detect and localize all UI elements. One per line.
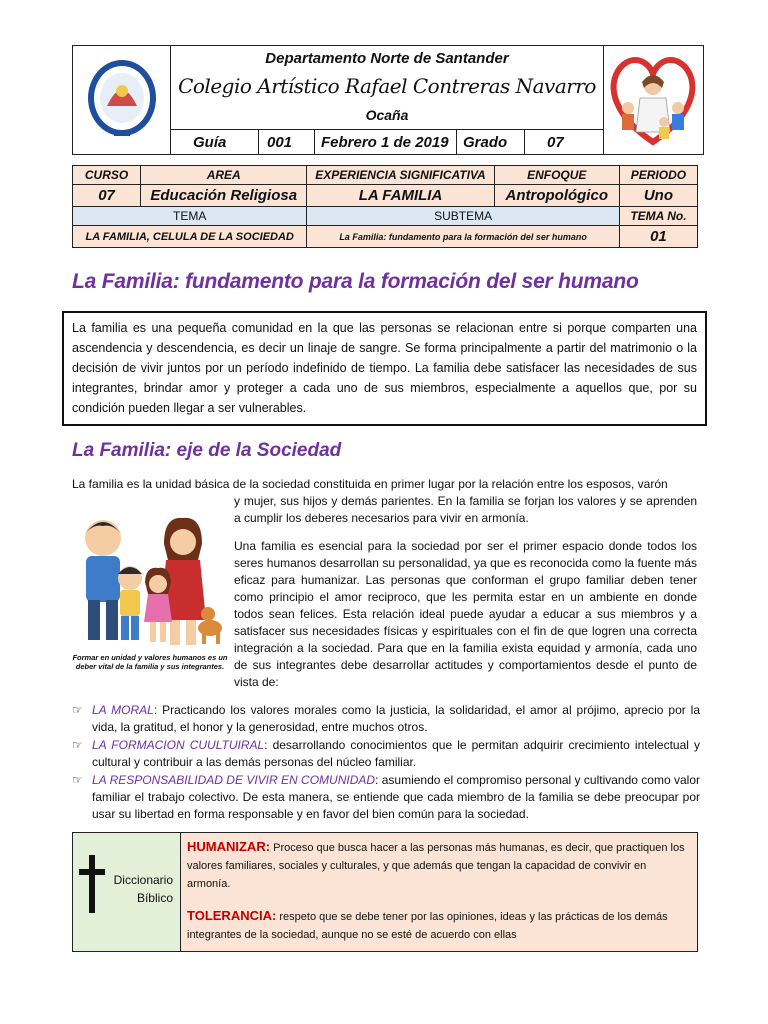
guide-date: Febrero 1 de 2019 bbox=[315, 130, 457, 154]
tema-no-value: 01 bbox=[619, 226, 697, 248]
value-experiencia: LA FAMILIA bbox=[307, 185, 494, 207]
grade-value: 07 bbox=[547, 133, 564, 151]
paragraph-essential: Una familia es esencial para la sociedad por ser el primer espacio donde todos los seres humanos desarrollan su personalidad, ya que es reconocida como la fuente más eficaz para humanizar. Las personas que conforman el grupo familiar deben tener como principio el amor reciproco, que les permita estar en un ambiente en donde todos sean felices. Esta relación ideal puede ayudar a educar a sus miembros y a satisfacer sus necesidades físicas y espirituales con el fin de que logren una correcta integración a la sociedad. Para que en la familia exista equidad y armonía, cada uno de sus integrantes debe desarrollar actitudes y comportamientos desde el punto de vista de: bbox=[234, 539, 697, 689]
bullet-label: LA RESPONSABILIDAD DE VIVIR EN COMUNIDAD bbox=[92, 773, 376, 787]
intro-box: La familia es una pequeña comunidad en la que las personas se relacionan entre si porque comparten una ascendencia y descendencia, es decir un linaje de sangre. Se forma principalmente a partir del matrimonio o la decisión de vivir juntos por un período indefinido de tiempo. La familia debe satisfacer las necesidades de sus integrantes, brindar amor y proteger a cada uno de sus miembros, especialmente a aquellos que, por su condición pueden llegar a ser vulnerables. bbox=[62, 311, 707, 426]
guide-number: 001 bbox=[259, 130, 315, 154]
dictionary-header bbox=[73, 833, 181, 951]
department-name: Departamento Norte de Santander bbox=[265, 50, 509, 67]
definition-tolerancia: respeto que se debe tener por las opiniones, ideas y las prácticas de los demás integrantes de la sociedad, aunque no se esté de acuerdo con ellas bbox=[187, 911, 668, 941]
bullet-text: : asumiendo el compromiso personal y cultivando como valor familiar el trabajo colectivo. De esta manera, se entiende que cada miembro de la familia se debe preocupar por usar su libertad en forma responsable y en favor del bien común para la sociedad. bbox=[92, 773, 701, 821]
subtema-label: SUBTEMA bbox=[307, 207, 619, 226]
bullet-label: LA FORMACION CUULTUIRAL bbox=[92, 738, 265, 752]
school-logo bbox=[73, 46, 171, 154]
list-item bbox=[72, 737, 700, 771]
values-list bbox=[72, 702, 700, 824]
header-area: AREA bbox=[141, 166, 307, 185]
jesus-children-image bbox=[604, 46, 703, 154]
dictionary-label: Diccionario bbox=[113, 873, 173, 887]
tema-value: LA FAMILIA, CELULA DE LA SOCIEDAD bbox=[73, 226, 307, 248]
grade-label: Grado bbox=[457, 130, 525, 154]
subtema-value: La Familia: fundamento para la formación del ser humano bbox=[307, 226, 619, 248]
value-curso: 07 bbox=[73, 185, 141, 207]
dictionary-entries bbox=[181, 833, 697, 951]
list-item bbox=[72, 702, 700, 736]
pointing-hand-icon: ☞ bbox=[72, 738, 83, 752]
paragraph-intro: La familia es la unidad básica de la sociedad constituida en primer lugar por la relación entre los esposos, varón bbox=[72, 477, 668, 491]
family-illustration bbox=[68, 510, 228, 655]
bullet-text: : desarrollando conocimientos que le permitan adquirir crecimiento intelectual y cultural y contribuir a las demás personas del núcleo familiar. bbox=[92, 738, 701, 769]
section-title: La Familia: eje de la Sociedad bbox=[72, 440, 342, 461]
value-periodo: Uno bbox=[619, 185, 697, 207]
value-area: Educación Religiosa bbox=[141, 185, 307, 207]
document-header bbox=[72, 45, 704, 155]
cross-icon bbox=[79, 855, 105, 913]
bible-dictionary bbox=[72, 832, 698, 952]
term-tolerancia: TOLERANCIA: bbox=[187, 908, 277, 923]
bullet-label: LA MORAL bbox=[92, 703, 154, 717]
bullet-text: : Practicando los valores morales como la justicia, la solidaridad, el amor al prójimo, aprecio por la vida, la gratitud, el honor y la generosidad, entre muchos otros. bbox=[92, 703, 700, 734]
guide-row bbox=[171, 129, 604, 154]
main-title: La Familia: fundamento para la formación del ser humano bbox=[72, 270, 639, 293]
header-enfoque: ENFOQUE bbox=[494, 166, 619, 185]
term-humanizar: HUMANIZAR: bbox=[187, 839, 271, 854]
paragraph-intro-continued: y mujer, sus hijos y demás parientes. En la familia se forjan los valores y se aprenden a cumplir los deberes necesarios para vivir en armonía. bbox=[234, 494, 697, 525]
image-caption: Formar en unidad y valores humanos es un deber vital de la familia y sus integrantes. bbox=[72, 653, 228, 671]
definition-humanizar: Proceso que busca hacer a las personas más humanas, es decir, que practiquen los valores familiares, sociales y culturales, y que además que tengan la capacidad de convivir en armonía. bbox=[187, 842, 685, 890]
list-item bbox=[72, 772, 700, 823]
city-name: Ocaña bbox=[365, 107, 409, 123]
dictionary-entry bbox=[187, 838, 691, 893]
value-enfoque: Antropológico bbox=[494, 185, 619, 207]
header-experiencia: EXPERIENCIA SIGNIFICATIVA bbox=[307, 166, 494, 185]
header-curso: CURSO bbox=[73, 166, 141, 185]
pointing-hand-icon: ☞ bbox=[72, 703, 83, 717]
guide-label: Guía bbox=[171, 130, 259, 154]
tema-label: TEMA bbox=[73, 207, 307, 226]
dictionary-entry bbox=[187, 907, 691, 944]
course-info-table bbox=[72, 165, 698, 248]
school-name: Colegio Artístico Rafael Contreras Navarro bbox=[178, 74, 596, 98]
dictionary-label-2: Bíblico bbox=[136, 891, 173, 905]
header-periodo: PERIODO bbox=[619, 166, 697, 185]
tema-no-label: TEMA No. bbox=[619, 207, 697, 226]
pointing-hand-icon: ☞ bbox=[72, 773, 83, 787]
